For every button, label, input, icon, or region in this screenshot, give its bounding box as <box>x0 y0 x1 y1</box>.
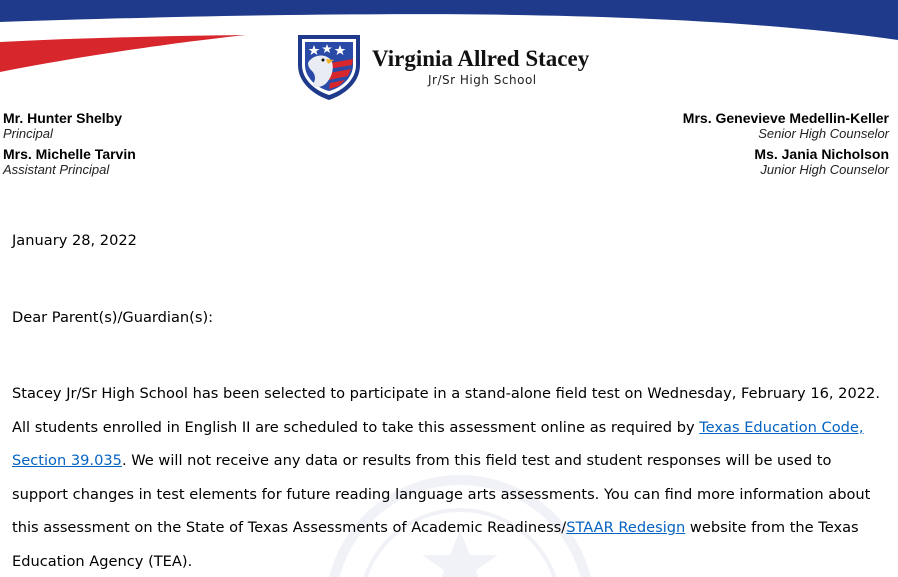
staff-name: Mr. Hunter Shelby <box>3 110 123 126</box>
staff-role: Senior High Counselor <box>758 126 889 141</box>
texas-education-code-link[interactable]: Texas Education Code, Section 39.035 <box>12 418 864 469</box>
staff-role: Principal <box>3 126 53 141</box>
paragraph-text: Stacey Jr/Sr High School has been selected to participate in a stand-alone field test on Wednesday, February 16, 2022. All students enrolled in English II are scheduled to take this assessment online as required by <box>12 385 880 436</box>
staff-role: Assistant Principal <box>3 162 110 177</box>
staff-role: Junior High Counselor <box>760 162 889 177</box>
eagle-shield-logo <box>294 29 364 101</box>
paragraph-text: website from the Texas Education Agency (TEA). <box>12 519 859 570</box>
school-name: Virginia Allred Stacey <box>372 46 590 71</box>
blue-swoosh <box>0 0 898 40</box>
staff-name: Ms. Jania Nicholson <box>754 146 889 162</box>
staff-list-right <box>683 110 889 182</box>
staar-redesign-link[interactable]: STAAR Redesign <box>566 519 686 536</box>
letter-paragraph <box>12 377 882 577</box>
red-swoosh <box>0 35 246 72</box>
letter-date: January 28, 2022 <box>12 232 137 249</box>
school-subtitle: Jr/Sr High School <box>428 73 537 87</box>
staff-name: Mrs. Michelle Tarvin <box>3 146 136 162</box>
staff-name: Mrs. Genevieve Medellin-Keller <box>682 110 889 126</box>
paragraph-text: . We will not receive any data or results from this field test and student responses will be used to support changes in test elements for future reading language arts assessments. You can find more information about this assessment on the State of Texas Assessments of Academic Readiness/ <box>12 452 871 536</box>
staff-list-left <box>3 110 136 182</box>
letter-salutation: Dear Parent(s)/Guardian(s): <box>12 309 214 326</box>
